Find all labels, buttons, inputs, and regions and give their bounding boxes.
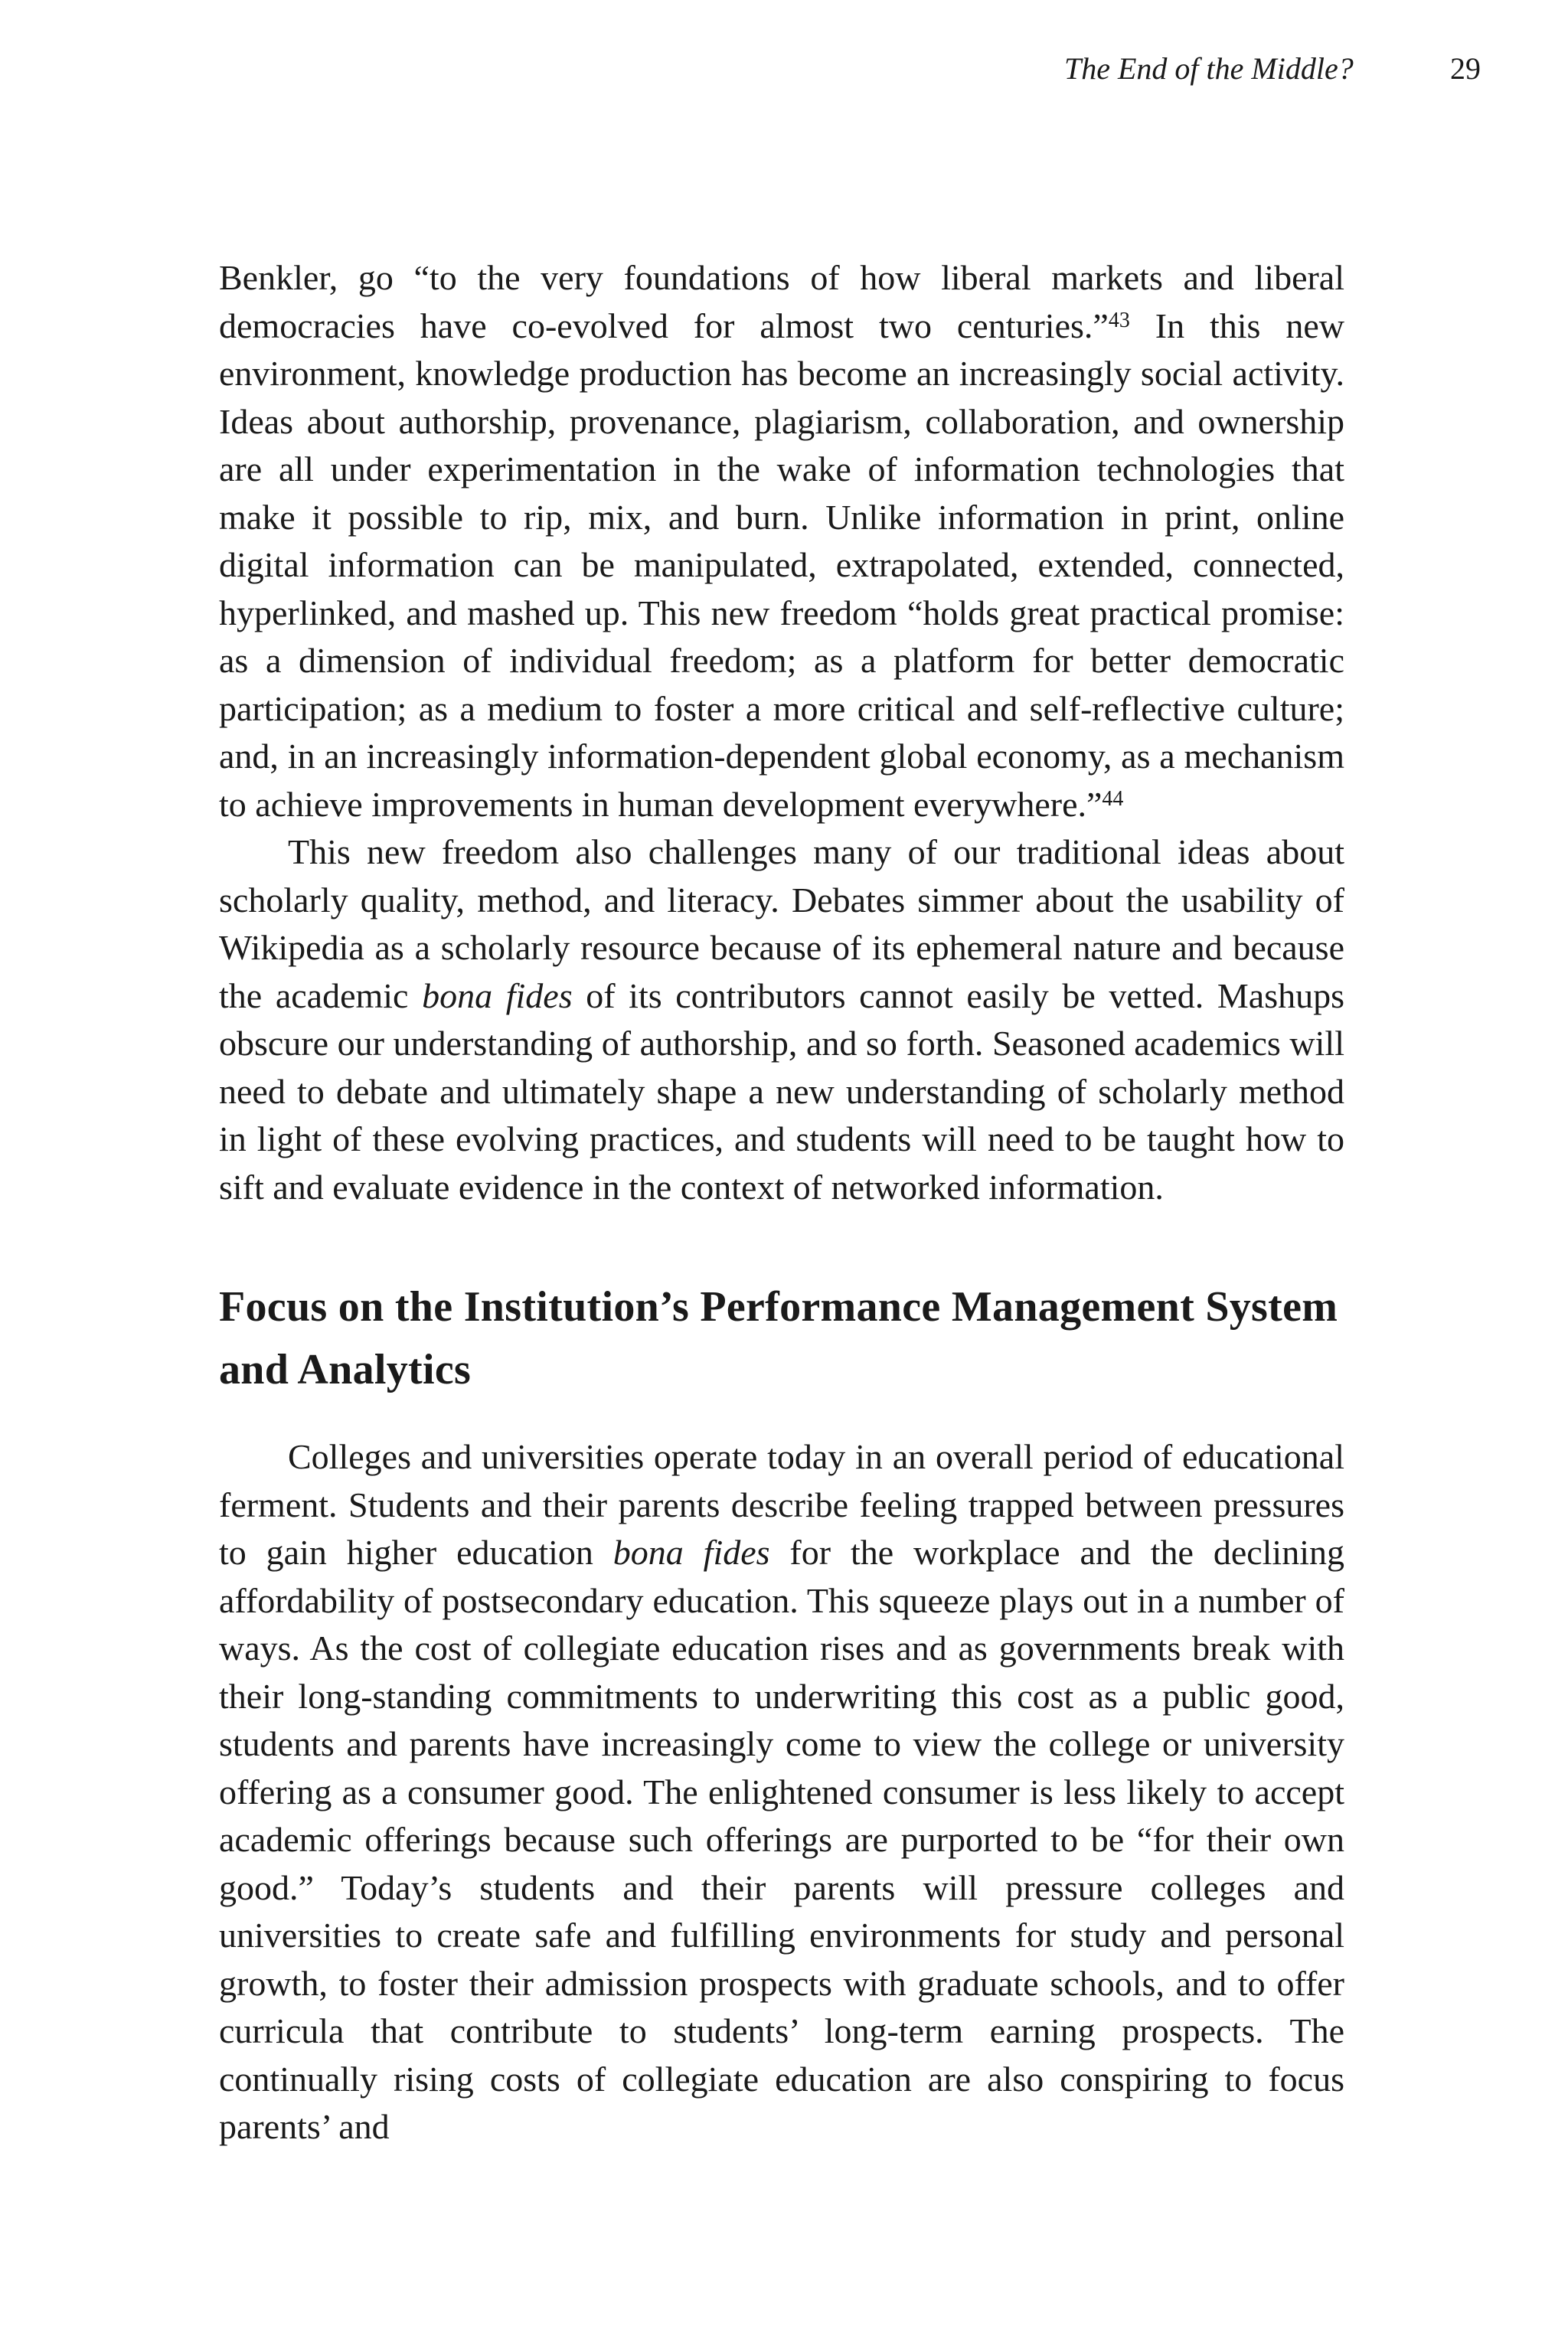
paragraph-text: Benkler, go “to the very foundations of how liberal markets and liberal democracies have co-evolved for almost two centuries.”: [219, 258, 1344, 345]
page-body: [219, 254, 1344, 2151]
section-heading: Focus on the Institution’s Performance Management System and Analytics: [219, 1283, 1338, 1393]
paragraph-educational-ferment: [219, 1433, 1344, 2151]
paragraph-text: Colleges and universities operate today in an overall period of educational ferment. Students and their parents describe feeling trapped between pressures to gain higher education: [219, 1437, 1344, 1572]
paragraph-text: In this new environment, knowledge production has become an increasingly social activity. Ideas about authorship, provenance, plagiarism, collaboration, and ownership are all under experimentation in the wake of information technologies that make it possible to rip, mix, and burn. Unlike information in print, online digital information can be manipulated, extrapolated, extended, connected, hyperlinked, and mashed up. This new freedom “holds great practical promise: as a dimension of individual freedom; as a platform for better democratic participation; as a medium to foster a more critical and self-reflective culture; and, in an increasingly information-dependent global economy, as a mechanism to achieve improvements in human development everywhere.”: [219, 305, 1345, 824]
italic-term: bona fides: [422, 975, 573, 1015]
paragraph-new-freedom: [219, 828, 1344, 1211]
footnote-marker: 44: [1102, 786, 1124, 811]
paragraph-benkler: [219, 254, 1344, 828]
footnote-marker: 43: [1108, 308, 1130, 332]
running-head-title: The End of the Middle?: [1064, 51, 1354, 86]
paragraph-text: of its contributors cannot easily be vetted. Mashups obscure our understanding of authorship, and so forth. Seasoned academics will need to debate and ultimately shape a new understanding of scholarly method in light of these evolving practices, and students will need to be taught how to sift and evaluate evidence in the context of networked information.: [219, 975, 1345, 1207]
italic-term: bona fides: [612, 1533, 770, 1572]
page-number: 29: [1450, 51, 1481, 86]
paragraph-text: This new freedom also challenges many of our traditional ideas about scholarly quality, method, and literacy. Debates simmer about the usability of Wikipedia as a scholarly resource because of its ephemeral nature and because the academic: [219, 832, 1344, 1015]
paragraph-text: for the workplace and the declining affordability of postsecondary education. This squeeze plays out in a number of ways. As the cost of collegiate education rises and as governments break with their long-standing commitments to underwriting this cost as a public good, students and parents have increasingly come to view the college or university offering as a consumer good. The enlightened consumer is less likely to accept academic offerings because such offerings are purported to be “for their own good.” Today’s students and their parents will pressure colleges and universities to create safe and fulfilling environments for study and personal growth, to foster their admission prospects with graduate schools, and to offer curricula that contribute to students’ long-term earning prospects. The continually rising costs of collegiate education are also conspiring to focus parents’ and: [219, 1533, 1344, 2146]
